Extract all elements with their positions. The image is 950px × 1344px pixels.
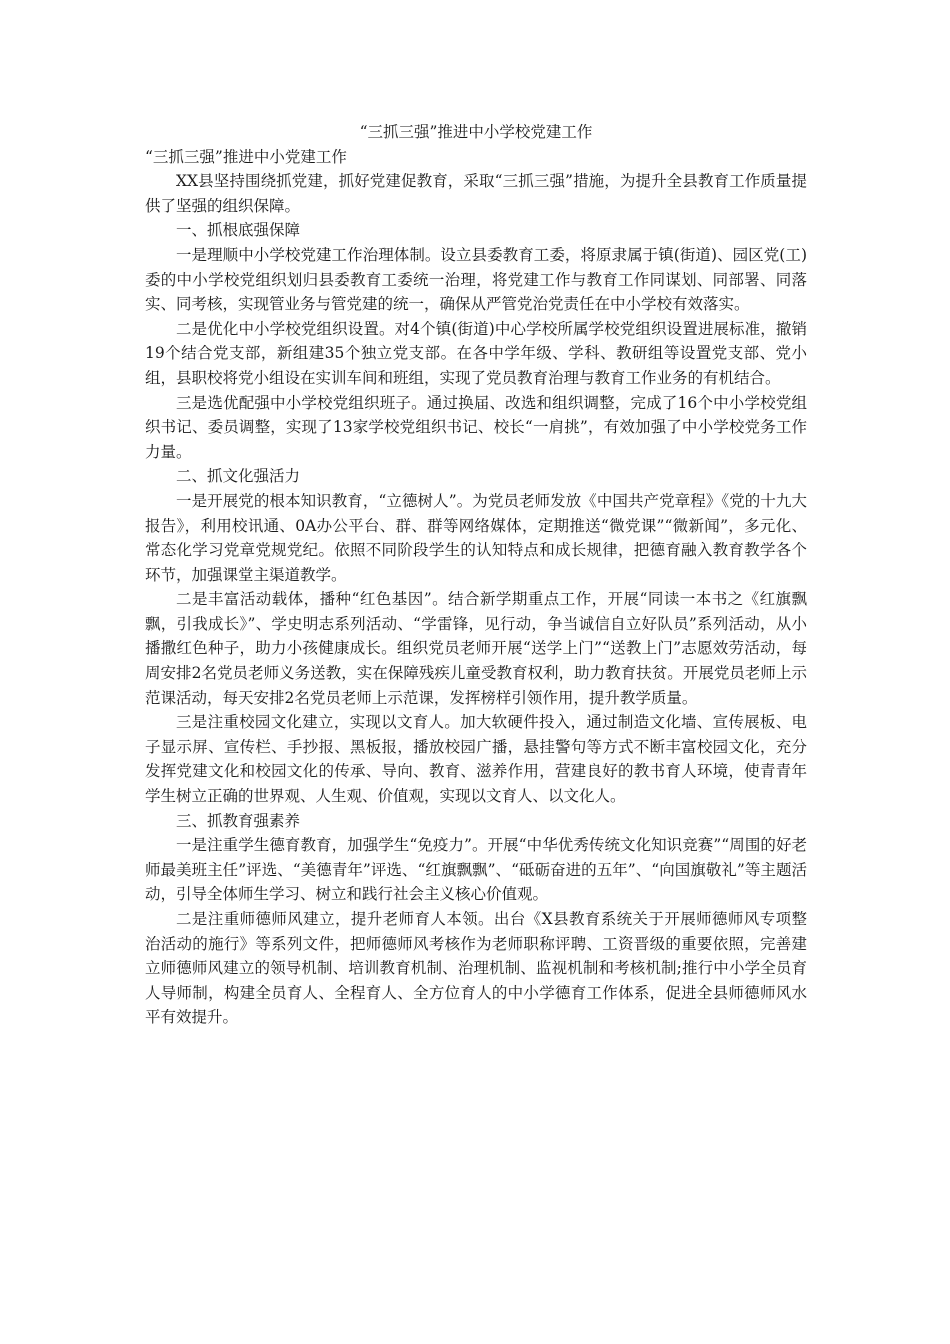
intro-paragraph: XX县坚持围绕抓党建，抓好党建促教育，采取“三抓三强”措施，为提升全县教育工作质量提供了坚强的组织保障。: [145, 172, 807, 215]
section-3-paragraph-1: 一是注重学生德育教育，加强学生“免疫力”。开展“中华优秀传统文化知识竞赛”“周围的好老师最美班主任”评选、“美德青年”评选、“红旗飘飘”、“砥砺奋进的五年”、“向国旗敬礼”等主题活动，引导全体师生学习、树立和践行社会主义核心价值观。: [145, 836, 807, 904]
document-subtitle: “三抓三强”推进中小党建工作: [145, 147, 347, 166]
section-2-paragraph-2: 二是丰富活动载体，播种“红色基因”。结合新学期重点工作，开展“同读一本书之《红旗飘飘，引我成长》”、学史明志系列活动、“学雷锋，见行动，争当诚信自立好队员”系列活动，从小播撒红色种子，助力小孩健康成长。组织党员老师开展“送学上门”“送教上门”志愿效劳活动，每周安排2名党员老师义务送教，实在保障残疾儿童受教育权利，助力教育扶贫。开展党员老师上示范课活动，每天安排2名党员老师上示范课，发挥榜样引领作用，提升教学质量。: [145, 590, 807, 707]
section-3-paragraph-2: 二是注重师德师风建立，提升老师育人本领。出台《X县教育系统关于开展师德师风专项整治活动的施行》等系列文件，把师德师风考核作为老师职称评聘、工资晋级的重要依照，完善建立师德师风建立的领导机制、培训教育机制、治理机制、监视机制和考核机制;推行中小学全员育人导师制，构建全员育人、全程育人、全方位育人的中小学德育工作体系，促进全县师德师风水平有效提升。: [145, 910, 807, 1027]
section-2-paragraph-1: 一是开展党的根本知识教育，“立德树人”。为党员老师发放《中国共产党章程》《党的十九大报告》，利用校讯通、0A办公平台、群、群等网络媒体，定期推送“微党课”“微新闻”，多元化、常态化学习党章党规党纪。依照不同阶段学生的认知特点和成长规律，把德育融入教育教学各个环节，加强课堂主渠道教学。: [145, 491, 807, 584]
section-2-paragraph-3: 三是注重校园文化建立，实现以文育人。加大软硬件投入，通过制造文化墙、宣传展板、电子显示屏、宣传栏、手抄报、黑板报，播放校园广播，悬挂警句等方式不断丰富校园文化，充分发挥党建文化和校园文化的传承、导向、教育、滋养作用，营建良好的教书育人环境，使青青年学生树立正确的世界观、人生观、价值观，实现以文育人、以文化人。: [145, 713, 807, 806]
section-heading-1: 一、抓根底强保障: [176, 221, 301, 240]
section-1-paragraph-1: 一是理顺中小学校党建工作治理体制。设立县委教育工委，将原隶属于镇(街道)、园区党(工)委的中小学校党组织划归县委教育工委统一治理，将党建工作与教育工作同谋划、同部署、同落实、同考核，实现管业务与管党建的统一，确保从严管党治党责任在中小学校有效落实。: [145, 245, 807, 314]
document-body: [145, 118, 807, 1030]
section-heading-3: 三、抓教育强素养: [176, 811, 301, 830]
section-heading-2: 二、抓文化强活力: [176, 467, 301, 486]
section-1-paragraph-2: 二是优化中小学校党组织设置。对4个镇(街道)中心学校所属学校党组织设置进展标准，撤销19个结合党支部，新组建35个独立党支部。在各中学年级、学科、教研组等设置党支部、党小组，县职校将党小组设在实训车间和班组，实现了党员教育治理与教育工作业务的有机结合。: [145, 319, 807, 387]
document-title: “三抓三强”推进中小学校党建工作: [359, 123, 593, 141]
section-1-paragraph-3: 三是选优配强中小学校党组织班子。通过换届、改选和组织调整，完成了16个中小学校党组织书记、委员调整，实现了13家学校党组织书记、校长“一肩挑”，有效加强了中小学校党务工作力量。: [145, 393, 807, 461]
